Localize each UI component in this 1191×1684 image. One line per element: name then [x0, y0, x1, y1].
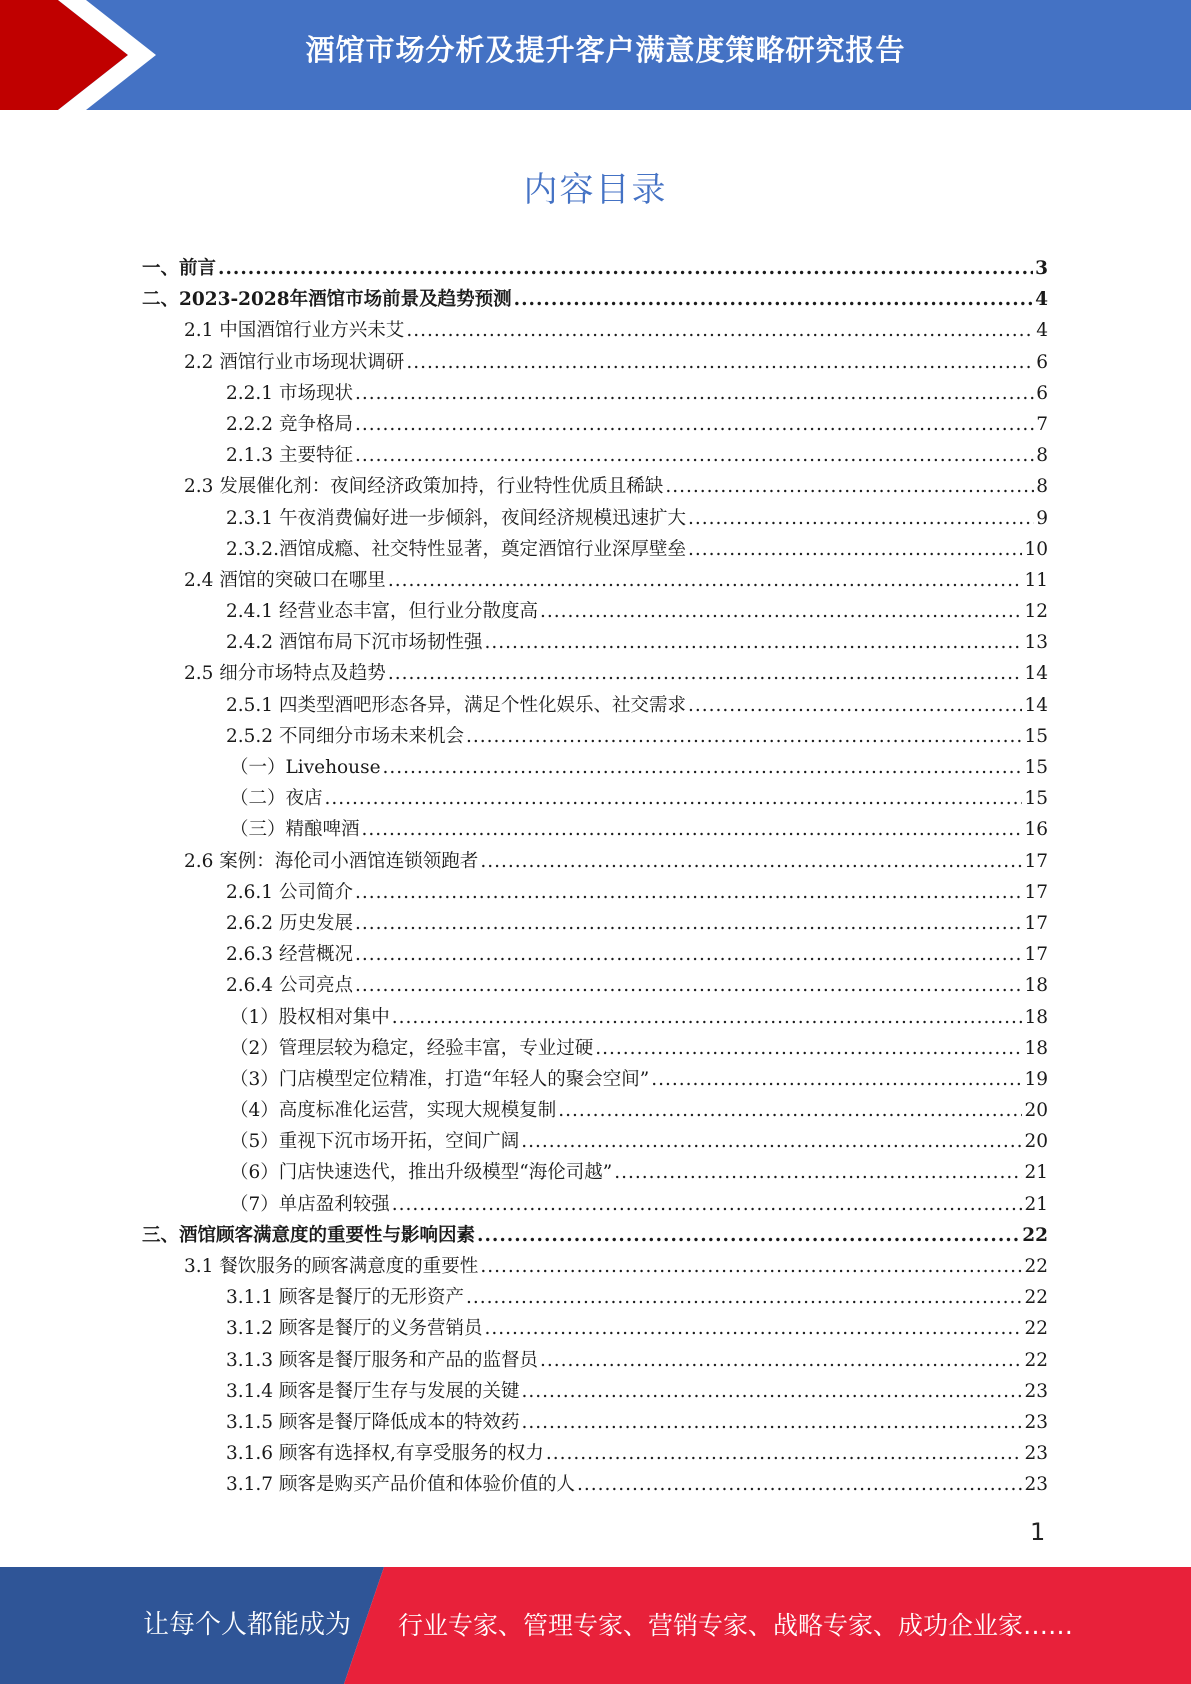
- toc-entry-page: 19: [1024, 1068, 1048, 1090]
- toc-entry[interactable]: [142, 315, 1048, 346]
- toc-dot-leader: [392, 1002, 1023, 1033]
- toc-entry-title: （1）股权相对集中: [230, 1006, 390, 1028]
- toc-dot-leader: [392, 1189, 1023, 1220]
- toc-heading: 内容目录: [523, 170, 668, 210]
- toc-dot-leader: [540, 1345, 1022, 1376]
- toc-dot-leader: [480, 1251, 1022, 1282]
- toc-dot-leader: [466, 1282, 1022, 1313]
- toc-dot-leader: [406, 347, 1034, 378]
- toc-entry[interactable]: [142, 1095, 1048, 1126]
- toc-entry-title: （6）门店快速迭代，推出升级模型“海伦司越”: [230, 1162, 613, 1184]
- toc-entry-page: 23: [1024, 1474, 1048, 1496]
- toc-entry-title: （2）管理层较为稳定，经验丰富，专业过硬: [230, 1037, 594, 1059]
- toc-entry-title: 2.4.2 酒馆布局下沉市场韧性强: [226, 632, 483, 654]
- toc-entry[interactable]: [142, 1251, 1048, 1282]
- toc-entry-page: 15: [1024, 788, 1048, 810]
- toc-entry[interactable]: [142, 1189, 1048, 1220]
- toc-entry[interactable]: [142, 409, 1048, 440]
- toc-dot-leader: [466, 721, 1022, 752]
- toc-dot-leader: [355, 440, 1034, 471]
- toc-entry-page: 17: [1024, 850, 1048, 872]
- toc-entry[interactable]: [142, 565, 1048, 596]
- toc-dot-leader: [362, 814, 1023, 845]
- toc-entry-title: 2.6.2 历史发展: [226, 912, 353, 934]
- toc-entry-title: 2.1.3 主要特征: [226, 445, 353, 467]
- toc-entry-title: （5）重视下沉市场开拓，空间广阔: [230, 1131, 520, 1153]
- toc-entry[interactable]: [142, 534, 1048, 565]
- toc-dot-leader: [406, 315, 1034, 346]
- toc-entry[interactable]: [142, 503, 1048, 534]
- toc-dot-leader: [688, 690, 1022, 721]
- toc-entry-title: 3.1.1 顾客是餐厅的无形资产: [226, 1287, 464, 1309]
- toc-dot-leader: [355, 939, 1023, 970]
- toc-entry-page: 20: [1024, 1131, 1048, 1153]
- toc-entry-page: 7: [1036, 413, 1048, 435]
- toc-entry-title: 2.2 酒馆行业市场现状调研: [184, 351, 405, 373]
- toc-entry-title: 3.1 餐饮服务的顾客满意度的重要性: [184, 1256, 479, 1277]
- table-of-contents: [142, 253, 1048, 1501]
- toc-entry[interactable]: [142, 752, 1048, 783]
- report-title: 酒馆市场分析及提升客户满意度策略研究报告: [305, 33, 906, 67]
- footer-slogan-left: 让每个人都能成为: [143, 1610, 352, 1640]
- toc-entry-title: 2.6 案例：海伦司小酒馆连锁领跑者: [184, 850, 479, 872]
- toc-entry[interactable]: [142, 1220, 1048, 1251]
- toc-entry[interactable]: [142, 1064, 1048, 1095]
- toc-entry-page: 8: [1036, 476, 1048, 498]
- toc-entry[interactable]: [142, 1345, 1048, 1376]
- toc-entry-page: 18: [1024, 975, 1048, 997]
- toc-entry-page: 14: [1024, 694, 1048, 716]
- toc-entry[interactable]: [142, 814, 1048, 845]
- toc-entry[interactable]: [142, 783, 1048, 814]
- toc-dot-leader: [546, 1438, 1023, 1469]
- toc-dot-leader: [688, 503, 1034, 534]
- toc-entry-title: 2.2.2 竞争格局: [226, 413, 353, 435]
- toc-entry-page: 3: [1035, 258, 1048, 279]
- toc-entry-title: 一、前言: [142, 258, 217, 279]
- toc-dot-leader: [325, 783, 1023, 814]
- toc-dot-leader: [355, 970, 1023, 1001]
- header-banner: [0, 0, 1191, 110]
- toc-entry[interactable]: [142, 939, 1048, 970]
- toc-dot-leader: [540, 596, 1022, 627]
- toc-entry[interactable]: [142, 877, 1048, 908]
- toc-entry[interactable]: [142, 1126, 1048, 1157]
- toc-entry-page: 6: [1036, 382, 1048, 404]
- toc-dot-leader: [388, 565, 1023, 596]
- toc-dot-leader: [595, 1033, 1022, 1064]
- toc-entry-page: 4: [1036, 320, 1048, 342]
- toc-dot-leader: [218, 253, 1033, 284]
- toc-entry-page: 22: [1024, 1318, 1048, 1340]
- toc-entry-title: （二）夜店: [230, 788, 323, 810]
- toc-entry[interactable]: [142, 253, 1048, 284]
- toc-entry[interactable]: [142, 1438, 1048, 1469]
- page-number: 1: [1030, 1518, 1046, 1546]
- toc-entry-title: 3.1.4 顾客是餐厅生存与发展的关键: [226, 1380, 520, 1402]
- toc-entry-title: 3.1.2 顾客是餐厅的义务营销员: [226, 1318, 483, 1340]
- toc-entry-title: 2.6.3 经营概况: [226, 944, 353, 966]
- toc-entry-title: 2.3.2.酒馆成瘾、社交特性显著，奠定酒馆行业深厚壁垒: [226, 538, 686, 560]
- toc-entry[interactable]: [142, 440, 1048, 471]
- toc-entry[interactable]: [142, 1002, 1048, 1033]
- toc-entry-page: 20: [1024, 1100, 1048, 1122]
- toc-entry[interactable]: [142, 596, 1048, 627]
- toc-entry-title: 2.5.1 四类型酒吧形态各异，满足个性化娱乐、社交需求: [226, 694, 686, 716]
- toc-entry-page: 17: [1024, 881, 1048, 903]
- toc-entry-title: 二、2023-2028年酒馆市场前景及趋势预测: [142, 289, 512, 311]
- toc-entry-page: 12: [1024, 601, 1048, 623]
- toc-entry-title: 2.5.2 不同细分市场未来机会: [226, 725, 464, 747]
- toc-entry[interactable]: [142, 1469, 1048, 1500]
- toc-entry-page: 22: [1024, 1256, 1048, 1277]
- toc-entry-page: 17: [1024, 944, 1048, 966]
- footer-slogan-right: 行业专家、管理专家、营销专家、战略专家、成功企业家……: [398, 1611, 1074, 1640]
- toc-dot-leader: [383, 752, 1023, 783]
- toc-entry-page: 22: [1024, 1349, 1048, 1371]
- toc-entry[interactable]: [142, 347, 1048, 378]
- toc-entry[interactable]: [142, 284, 1048, 315]
- toc-entry[interactable]: [142, 690, 1048, 721]
- toc-entry-title: 3.1.7 顾客是购买产品价值和体验价值的人: [226, 1474, 575, 1496]
- toc-dot-leader: [688, 534, 1022, 565]
- toc-entry-title: 2.5 细分市场特点及趋势: [184, 663, 386, 685]
- toc-entry[interactable]: [142, 1407, 1048, 1438]
- toc-entry-page: 21: [1024, 1162, 1048, 1184]
- toc-dot-leader: [521, 1407, 1022, 1438]
- toc-entry[interactable]: [142, 471, 1048, 502]
- toc-entry-page: 14: [1024, 663, 1048, 685]
- toc-entry-title: （3）门店模型定位精准，打造“年轻人的聚会空间”: [230, 1068, 650, 1090]
- toc-entry[interactable]: [142, 1033, 1048, 1064]
- toc-entry-title: 2.3.1 午夜消费偏好进一步倾斜，夜间经济规模迅速扩大: [226, 507, 686, 529]
- toc-entry[interactable]: [142, 908, 1048, 939]
- toc-dot-leader: [521, 1376, 1022, 1407]
- toc-dot-leader: [521, 1126, 1022, 1157]
- toc-entry[interactable]: [142, 1376, 1048, 1407]
- toc-entry-page: 4: [1035, 289, 1048, 311]
- toc-entry[interactable]: [142, 627, 1048, 658]
- toc-dot-leader: [355, 378, 1034, 409]
- toc-entry-title: （一）Livehouse: [230, 757, 381, 778]
- toc-dot-leader: [484, 1313, 1022, 1344]
- toc-entry-title: 2.2.1 市场现状: [226, 382, 353, 404]
- toc-dot-leader: [558, 1095, 1022, 1126]
- toc-dot-leader: [614, 1157, 1022, 1188]
- toc-entry-title: （7）单店盈利较强: [230, 1193, 390, 1215]
- toc-entry-title: 2.1 中国酒馆行业方兴未艾: [184, 320, 405, 342]
- toc-entry-title: 2.4 酒馆的突破口在哪里: [184, 569, 386, 591]
- toc-entry-page: 16: [1024, 819, 1048, 841]
- toc-entry-page: 9: [1036, 507, 1048, 529]
- toc-entry[interactable]: [142, 1282, 1048, 1313]
- toc-entry-title: （4）高度标准化运营，实现大规模复制: [230, 1100, 557, 1122]
- toc-entry-page: 10: [1024, 538, 1048, 560]
- toc-entry-page: 17: [1024, 912, 1048, 934]
- toc-entry-title: 3.1.3 顾客是餐厅服务和产品的监督员: [226, 1349, 538, 1371]
- toc-entry-title: （三）精酿啤酒: [230, 819, 360, 841]
- toc-entry-page: 6: [1036, 351, 1048, 373]
- toc-entry[interactable]: [142, 721, 1048, 752]
- toc-entry-title: 2.3 发展催化剂：夜间经济政策加持，行业特性优质且稀缺: [184, 476, 664, 498]
- toc-entry-title: 3.1.5 顾客是餐厅降低成本的特效药: [226, 1411, 520, 1433]
- toc-entry-page: 18: [1024, 1006, 1048, 1028]
- toc-entry-title: 2.6.4 公司亮点: [226, 975, 353, 997]
- toc-entry-page: 23: [1024, 1411, 1048, 1433]
- toc-entry-title: 3.1.6 顾客有选择权,有享受服务的权力: [226, 1443, 544, 1465]
- toc-entry-page: 23: [1024, 1380, 1048, 1402]
- toc-dot-leader: [484, 627, 1022, 658]
- toc-entry-page: 23: [1024, 1443, 1048, 1465]
- toc-dot-leader: [577, 1469, 1022, 1500]
- toc-entry-page: 22: [1024, 1287, 1048, 1309]
- toc-dot-leader: [651, 1064, 1022, 1095]
- toc-entry-page: 11: [1024, 569, 1048, 591]
- toc-entry-page: 22: [1022, 1224, 1048, 1246]
- toc-dot-leader: [388, 658, 1023, 689]
- toc-dot-leader: [480, 846, 1022, 877]
- toc-entry-page: 15: [1024, 757, 1048, 778]
- toc-entry-page: 13: [1024, 632, 1048, 654]
- toc-entry[interactable]: [142, 970, 1048, 1001]
- toc-entry[interactable]: [142, 846, 1048, 877]
- toc-entry[interactable]: [142, 1313, 1048, 1344]
- toc-entry-title: 三、酒馆顾客满意度的重要性与影响因素: [142, 1224, 476, 1246]
- toc-entry-page: 18: [1024, 1037, 1048, 1059]
- toc-dot-leader: [665, 471, 1034, 502]
- footer-banner: [0, 1567, 1191, 1684]
- toc-entry[interactable]: [142, 1157, 1048, 1188]
- toc-dot-leader: [355, 877, 1023, 908]
- toc-entry-page: 21: [1024, 1193, 1048, 1215]
- toc-dot-leader: [355, 409, 1034, 440]
- toc-entry-title: 2.6.1 公司简介: [226, 881, 353, 903]
- toc-entry-page: 15: [1024, 725, 1048, 747]
- toc-dot-leader: [514, 284, 1033, 315]
- toc-dot-leader: [355, 908, 1023, 939]
- toc-entry[interactable]: [142, 658, 1048, 689]
- toc-entry-page: 8: [1036, 445, 1048, 467]
- toc-entry[interactable]: [142, 378, 1048, 409]
- toc-entry-title: 2.4.1 经营业态丰富，但行业分散度高: [226, 601, 538, 623]
- toc-dot-leader: [477, 1220, 1020, 1251]
